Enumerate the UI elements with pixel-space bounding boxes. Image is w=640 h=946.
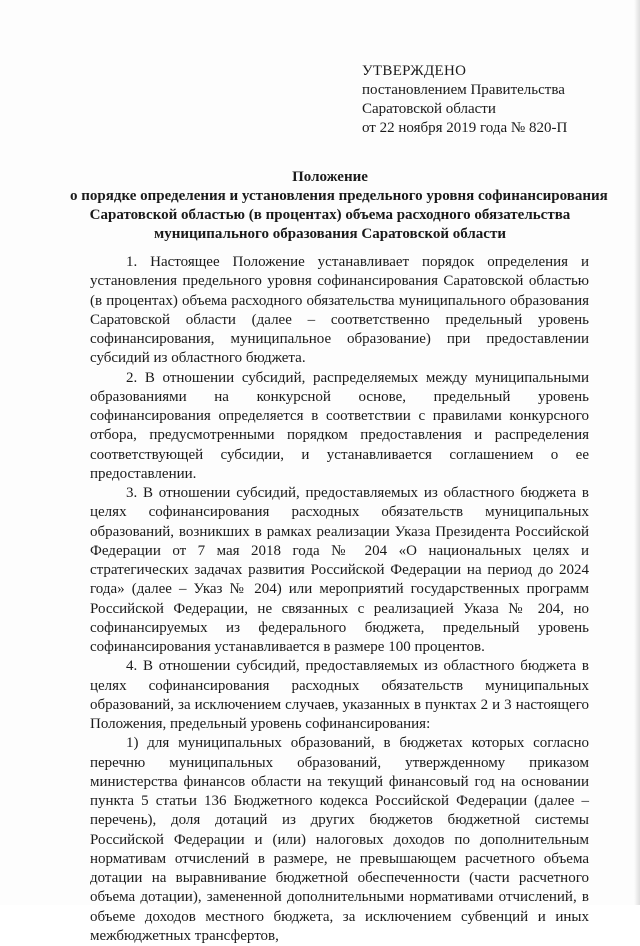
document-body — [90, 253, 589, 946]
approval-line-1: постановлением Правительства — [362, 82, 565, 98]
title-line-4: муниципального образования Саратовской области — [154, 226, 506, 242]
paragraph-1: 1. Настоящее Положение устанавливает порядок определения и установления предельного уровня софинансирования Саратовской областью (в процентах) объема расходного обязательства муниципального образования Саратовской области (далее – соответственно предельный уровень софинансирования, муниципальное образование) при предоставлении субсидий из областного бюджета. — [90, 254, 589, 367]
approval-line-2: Саратовской области — [362, 101, 496, 117]
paragraph-3: 3. В отношении субсидий, предоставляемых из областного бюджета в целях софинансирования расходных обязательств муниципальных образований, возникших в рамках реализации Указа Президента Российской Федерации от 7 мая 2018 года № 204 «О национальных целях и стратегических задачах развития Российской Федерации на период до 2024 года» (далее – Указ № 204) или мероприятий государственных программ Российской Федерации, не связанных с реализацией Указа № 204, но софинансируемых из федерального бюджета, предельный уровень софинансирования устанавливается в размере 100 процентов. — [90, 485, 589, 655]
document-title — [70, 168, 608, 244]
paragraph-2: 2. В отношении субсидий, распределяемых между муниципальными образованиями на конкурсной основе, предельный уровень софинансирования определяется в соответствии с правилами конкурсного отбора, предусмотренными порядком предоставления и распределения соответствующей субсидии, и устанавливается соглашением о ее предоставлении. — [90, 369, 589, 482]
paragraph-4-subitem-1: 1) для муниципальных образований, в бюджетах которых согласно перечню муниципальных образований, утвержденному приказом министерства финансов области на текущий финансовый год на основании пункта 5 статьи 136 Бюджетного кодекса Российской Федерации (далее – перечень), доля дотаций из других бюджетов бюджетной системы Российской Федерации и (или) налоговых доходов по дополнительным нормативам отчислений в размере, не превышающем расчетного объема дотации на выравнивание бюджетной обеспеченности (части расчетного объема дотации), замененной дополнительными нормативами отчислений, в объеме доходов местного бюджета, за исключением субвенций и иных межбюджетных трансфертов, — [90, 735, 589, 944]
paragraph-4: 4. В отношении субсидий, предоставляемых из областного бюджета в целях софинансирования расходных обязательств муниципальных образований, за исключением случаев, указанных в пунктах 2 и 3 настоящего Положения, предельный уровень софинансирования: — [90, 658, 589, 732]
title-line-2: о порядке определения и установления предельного уровня софинансирования — [70, 188, 608, 204]
title-line-1: Положение — [292, 169, 368, 185]
page-edge-shadow — [634, 0, 640, 905]
title-line-3: Саратовской областью (в процентах) объема расходного обязательства — [89, 207, 571, 223]
approval-line-3: от 22 ноября 2019 года № 820-П — [362, 120, 568, 136]
approval-heading: УТВЕРЖДЕНО — [362, 63, 467, 79]
approval-stamp — [362, 62, 612, 138]
